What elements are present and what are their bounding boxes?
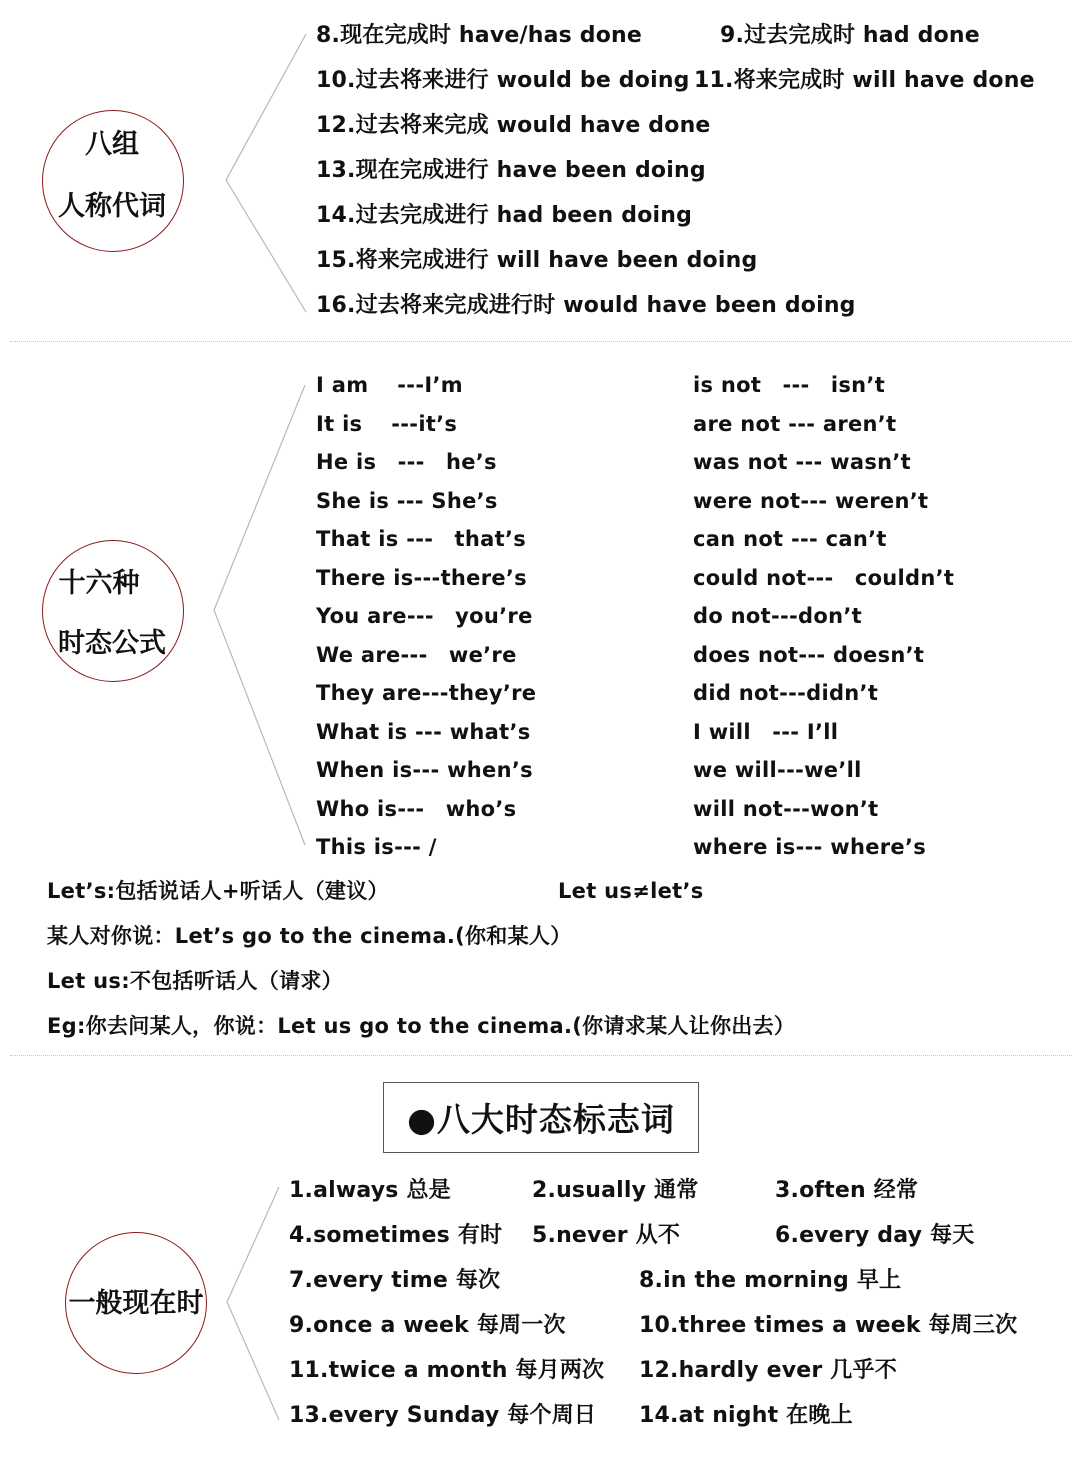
signal-word: 12.hardly ever 几乎不 bbox=[639, 1358, 897, 1383]
contraction-right: did not---didn’t bbox=[693, 681, 879, 705]
section1-item: 9.过去完成时 had done bbox=[720, 23, 980, 48]
contraction-left: She is --- She’s bbox=[316, 489, 498, 513]
contraction-right: were not--- weren’t bbox=[693, 489, 929, 513]
signal-word: 1.always 总是 bbox=[289, 1178, 451, 1203]
signal-word: 9.once a week 每周一次 bbox=[289, 1313, 566, 1338]
section3-circle-label: 一般现在时 bbox=[68, 1288, 204, 1319]
section2-circle-line2: 时态公式 bbox=[58, 628, 166, 659]
contraction-left: They are---they’re bbox=[316, 681, 537, 705]
contraction-left: There is---there’s bbox=[316, 566, 527, 590]
contraction-left: That is --- that’s bbox=[316, 527, 527, 551]
contraction-left: What is --- what’s bbox=[316, 720, 531, 744]
note-let-us-example: Eg:你去问某人，你说：Let us go to the cinema.(你请求某人让你出去） bbox=[47, 1014, 796, 1038]
signal-word: 3.often 经常 bbox=[775, 1178, 919, 1203]
signal-word: 2.usually 通常 bbox=[532, 1178, 699, 1203]
contraction-right: could not--- couldn’t bbox=[693, 566, 955, 590]
signal-word: 14.at night 在晚上 bbox=[639, 1403, 853, 1428]
signal-word: 13.every Sunday 每个周日 bbox=[289, 1403, 597, 1428]
note-let-us-not-equal: Let us≠let’s bbox=[558, 879, 704, 903]
contraction-right: was not --- wasn’t bbox=[693, 450, 912, 474]
section1-circle-line2: 人称代词 bbox=[58, 191, 166, 222]
contraction-left: He is --- he’s bbox=[316, 450, 497, 474]
contraction-left: When is--- when’s bbox=[316, 758, 533, 782]
contraction-right: does not--- doesn’t bbox=[693, 643, 925, 667]
note-lets: Let’s:包括说话人+听话人（建议） bbox=[47, 879, 389, 903]
contraction-left: We are--- we’re bbox=[316, 643, 517, 667]
section1-item: 8.现在完成时 have/has done bbox=[316, 23, 643, 48]
contraction-left: I am ---I’m bbox=[316, 373, 463, 397]
contraction-right: are not --- aren’t bbox=[693, 412, 897, 436]
contraction-right: we will---we’ll bbox=[693, 758, 862, 782]
note-lets-example: 某人对你说：Let’s go to the cinema.(你和某人） bbox=[47, 924, 572, 948]
section1-item: 14.过去完成进行 had been doing bbox=[316, 203, 693, 228]
section1-item: 11.将来完成时 will have done bbox=[694, 68, 1035, 93]
signal-word: 11.twice a month 每月两次 bbox=[289, 1358, 605, 1383]
signal-word: 6.every day 每天 bbox=[775, 1223, 975, 1248]
note-let-us: Let us:不包括听话人（请求） bbox=[47, 969, 343, 993]
contraction-left: You are--- you’re bbox=[316, 604, 533, 628]
section1-item: 13.现在完成进行 have been doing bbox=[316, 158, 706, 183]
section1-item: 12.过去将来完成 would have done bbox=[316, 113, 711, 138]
contraction-left: It is ---it’s bbox=[316, 412, 458, 436]
contraction-left: Who is--- who’s bbox=[316, 797, 517, 821]
divider bbox=[10, 341, 1072, 342]
section3-bracket bbox=[227, 1187, 279, 1420]
contraction-right: where is--- where’s bbox=[693, 835, 927, 859]
signal-word: 8.in the morning 早上 bbox=[639, 1268, 902, 1293]
contraction-right: is not --- isn’t bbox=[693, 373, 886, 397]
section2-circle-line1: 十六种 bbox=[58, 568, 140, 599]
section1-circle-line1: 八组 bbox=[85, 129, 139, 160]
signal-word: 5.never 从不 bbox=[532, 1223, 681, 1248]
section1-item: 10.过去将来进行 would be doing bbox=[316, 68, 690, 93]
contraction-right: I will --- I’ll bbox=[693, 720, 839, 744]
section1-item: 15.将来完成进行 will have been doing bbox=[316, 248, 758, 273]
contraction-right: will not---won’t bbox=[693, 797, 879, 821]
signal-word: 7.every time 每次 bbox=[289, 1268, 501, 1293]
section1-bracket bbox=[226, 34, 306, 312]
section2-bracket bbox=[214, 385, 305, 845]
contraction-left: This is--- / bbox=[316, 835, 437, 859]
signal-word: 10.three times a week 每周三次 bbox=[639, 1313, 1018, 1338]
signal-word: 4.sometimes 有时 bbox=[289, 1223, 503, 1248]
contraction-right: do not---don’t bbox=[693, 604, 862, 628]
section1-item: 16.过去将来完成进行时 would have been doing bbox=[316, 293, 856, 318]
section3-title: ●八大时态标志词 bbox=[383, 1082, 699, 1153]
contraction-right: can not --- can’t bbox=[693, 527, 887, 551]
divider bbox=[10, 1055, 1072, 1056]
